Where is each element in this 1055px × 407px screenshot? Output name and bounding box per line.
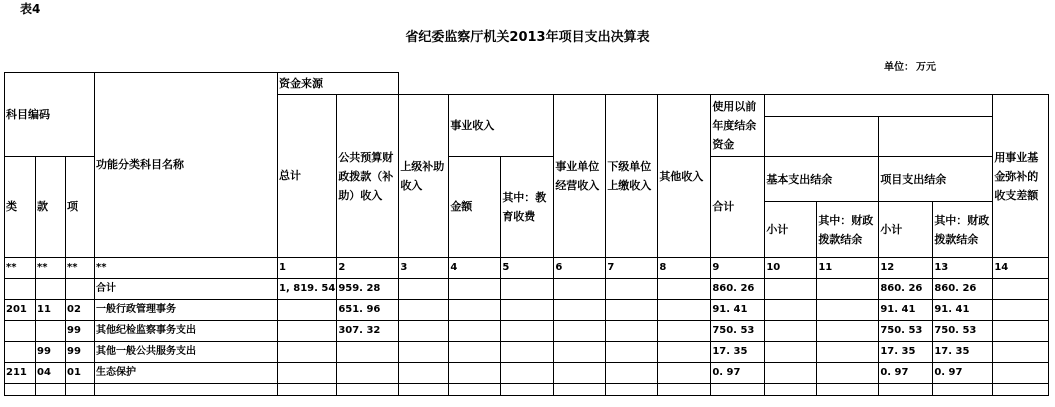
index-cell: ** [5, 258, 36, 279]
cell-empty [711, 384, 765, 396]
cell-empty [606, 342, 658, 363]
index-cell: 3 [399, 258, 449, 279]
header-supplement: 用事业基金弥补的收支差额 [993, 95, 1049, 258]
header-basic-balance: 基本支出结余 [765, 157, 879, 202]
header-business-income: 事业收入 [449, 95, 554, 157]
cell-empty [449, 384, 501, 396]
cell-empty [399, 300, 449, 321]
cell-total [278, 300, 337, 321]
unit-label [882, 58, 936, 73]
cell-empty [554, 321, 606, 342]
cell-public [337, 363, 399, 384]
cell-empty [993, 321, 1049, 342]
cell-empty [606, 363, 658, 384]
header-basic-blank [765, 117, 879, 157]
cell-empty [817, 363, 879, 384]
cell-empty [501, 300, 554, 321]
index-cell: ** [66, 258, 95, 279]
cell-empty [933, 384, 993, 396]
unit-prefix: 单位： [884, 62, 914, 73]
cell-empty [993, 342, 1049, 363]
cell-public: 959. 28 [337, 279, 399, 300]
cell-empty [606, 384, 658, 396]
header-row-1 [5, 73, 1049, 95]
cell-project-subtotal: 0. 97 [879, 363, 933, 384]
cell-xiang: 99 [66, 342, 95, 363]
cell-lei [5, 321, 36, 342]
header-total: 总计 [278, 95, 337, 258]
index-cell: 13 [933, 258, 993, 279]
cell-empty [399, 321, 449, 342]
cell-empty [993, 363, 1049, 384]
document-title: 省纪委监察厅机关2013年项目支出决算表 [405, 30, 650, 45]
cell-empty [765, 279, 817, 300]
cell-empty [449, 342, 501, 363]
cell-empty [501, 363, 554, 384]
cell-lei [5, 342, 36, 363]
cell-total [278, 321, 337, 342]
table-row [5, 321, 1049, 342]
header-unit-operating: 事业单位经营收入 [554, 95, 606, 258]
index-cell: 14 [993, 258, 1049, 279]
header-xiang: 项 [66, 157, 95, 258]
cell-empty [993, 279, 1049, 300]
cell-empty [501, 342, 554, 363]
index-cell: 1 [278, 258, 337, 279]
cell-empty [399, 384, 449, 396]
cell-empty [278, 384, 337, 396]
cell-empty [95, 384, 278, 396]
header-project-blank [879, 117, 993, 157]
index-cell: ** [95, 258, 278, 279]
cell-empty [449, 321, 501, 342]
index-cell: ** [36, 258, 66, 279]
cell-kuan [36, 321, 66, 342]
cell-project-financial: 0. 97 [933, 363, 993, 384]
header-public-budget: 公共预算财政拨款（补助）收入 [337, 95, 399, 258]
cell-empty [5, 384, 36, 396]
cell-empty [554, 384, 606, 396]
cell-sum: 17. 35 [711, 342, 765, 363]
cell-empty [554, 279, 606, 300]
table-row [5, 300, 1049, 321]
cell-lei [5, 279, 36, 300]
cell-empty [501, 279, 554, 300]
cell-empty [606, 300, 658, 321]
cell-sum: 860. 26 [711, 279, 765, 300]
header-amount: 金额 [449, 157, 501, 258]
header-project-subtotal: 小计 [879, 202, 933, 258]
index-cell: 2 [337, 258, 399, 279]
cell-empty [399, 363, 449, 384]
cell-empty [399, 342, 449, 363]
cell-empty [658, 342, 711, 363]
header-superior-subsidy: 上级补助收入 [399, 95, 449, 258]
cell-empty [501, 321, 554, 342]
cell-empty [66, 384, 95, 396]
table-row-empty [5, 384, 1049, 396]
cell-empty [765, 321, 817, 342]
header-prior-balance: 使用以前年度结余资金 [711, 95, 765, 157]
index-cell: 5 [501, 258, 554, 279]
cell-empty [449, 279, 501, 300]
cell-empty [765, 384, 817, 396]
cell-empty [501, 384, 554, 396]
header-lei: 类 [5, 157, 36, 258]
cell-empty [993, 384, 1049, 396]
cell-empty [817, 384, 879, 396]
cell-xiang: 01 [66, 363, 95, 384]
cell-empty [399, 279, 449, 300]
cell-project-financial: 91. 41 [933, 300, 993, 321]
header-project-balance: 项目支出结余 [879, 157, 993, 202]
index-cell: 10 [765, 258, 817, 279]
index-row [5, 258, 1049, 279]
header-kuan: 款 [36, 157, 66, 258]
header-balance-blank [765, 95, 993, 117]
header-code: 科目编码 [5, 73, 95, 157]
table-label: 表4 [20, 2, 41, 16]
cell-public [337, 342, 399, 363]
cell-empty [879, 384, 933, 396]
cell-xiang [66, 279, 95, 300]
header-other-income: 其他收入 [658, 95, 711, 258]
index-cell: 6 [554, 258, 606, 279]
cell-project-subtotal: 860. 26 [879, 279, 933, 300]
header-of-which-edu: 其中：教育收费 [501, 157, 554, 258]
cell-kuan: 99 [36, 342, 66, 363]
cell-total [278, 342, 337, 363]
index-cell: 4 [449, 258, 501, 279]
cell-project-subtotal: 91. 41 [879, 300, 933, 321]
index-cell: 11 [817, 258, 879, 279]
cell-total [278, 363, 337, 384]
cell-empty [554, 342, 606, 363]
header-subtotal-sum: 合计 [711, 157, 765, 258]
header-name: 功能分类科目名称 [95, 73, 278, 258]
unit-value: 万元 [916, 62, 936, 73]
cell-project-financial: 860. 26 [933, 279, 993, 300]
cell-xiang: 99 [66, 321, 95, 342]
cell-xiang: 02 [66, 300, 95, 321]
cell-project-financial: 750. 53 [933, 321, 993, 342]
table-row [5, 342, 1049, 363]
cell-name: 生态保护 [95, 363, 278, 384]
cell-empty [817, 300, 879, 321]
cell-empty [817, 279, 879, 300]
cell-empty [658, 384, 711, 396]
cell-empty [449, 300, 501, 321]
cell-public: 307. 32 [337, 321, 399, 342]
cell-name: 一般行政管理事务 [95, 300, 278, 321]
cell-empty [993, 300, 1049, 321]
header-basic-financial: 其中：财政拨款结余 [817, 202, 879, 258]
cell-lei: 211 [5, 363, 36, 384]
cell-empty [337, 384, 399, 396]
cell-empty [554, 363, 606, 384]
cell-empty [658, 279, 711, 300]
header-fund-source: 资金来源 [278, 73, 399, 95]
table-row [5, 363, 1049, 384]
header-basic-subtotal: 小计 [765, 202, 817, 258]
cell-kuan: 11 [36, 300, 66, 321]
cell-empty [817, 342, 879, 363]
cell-empty [765, 363, 817, 384]
cell-kuan [36, 279, 66, 300]
cell-name: 其他纪检监察事务支出 [95, 321, 278, 342]
cell-name: 其他一般公共服务支出 [95, 342, 278, 363]
cell-empty [658, 321, 711, 342]
cell-empty [765, 300, 817, 321]
index-cell: 12 [879, 258, 933, 279]
cell-empty [606, 321, 658, 342]
header-project-financial: 其中：财政拨款结余 [933, 202, 993, 258]
cell-public: 651. 96 [337, 300, 399, 321]
index-cell: 8 [658, 258, 711, 279]
cell-name: 合计 [95, 279, 278, 300]
index-cell: 7 [606, 258, 658, 279]
cell-sum: 750. 53 [711, 321, 765, 342]
header-blank [399, 73, 1049, 95]
cell-empty [606, 279, 658, 300]
cell-sum: 91. 41 [711, 300, 765, 321]
cell-lei: 201 [5, 300, 36, 321]
cell-project-subtotal: 750. 53 [879, 321, 933, 342]
cell-total: 1, 819. 54 [278, 279, 337, 300]
cell-empty [658, 300, 711, 321]
table-row [5, 279, 1049, 300]
cell-empty [765, 342, 817, 363]
cell-empty [36, 384, 66, 396]
index-cell: 9 [711, 258, 765, 279]
cell-project-financial: 17. 35 [933, 342, 993, 363]
cell-empty [817, 321, 879, 342]
expenditure-table [4, 72, 1049, 396]
header-subordinate-payment: 下级单位上缴收入 [606, 95, 658, 258]
cell-empty [554, 300, 606, 321]
cell-project-subtotal: 17. 35 [879, 342, 933, 363]
cell-empty [658, 363, 711, 384]
cell-sum: 0. 97 [711, 363, 765, 384]
cell-empty [449, 363, 501, 384]
cell-kuan: 04 [36, 363, 66, 384]
